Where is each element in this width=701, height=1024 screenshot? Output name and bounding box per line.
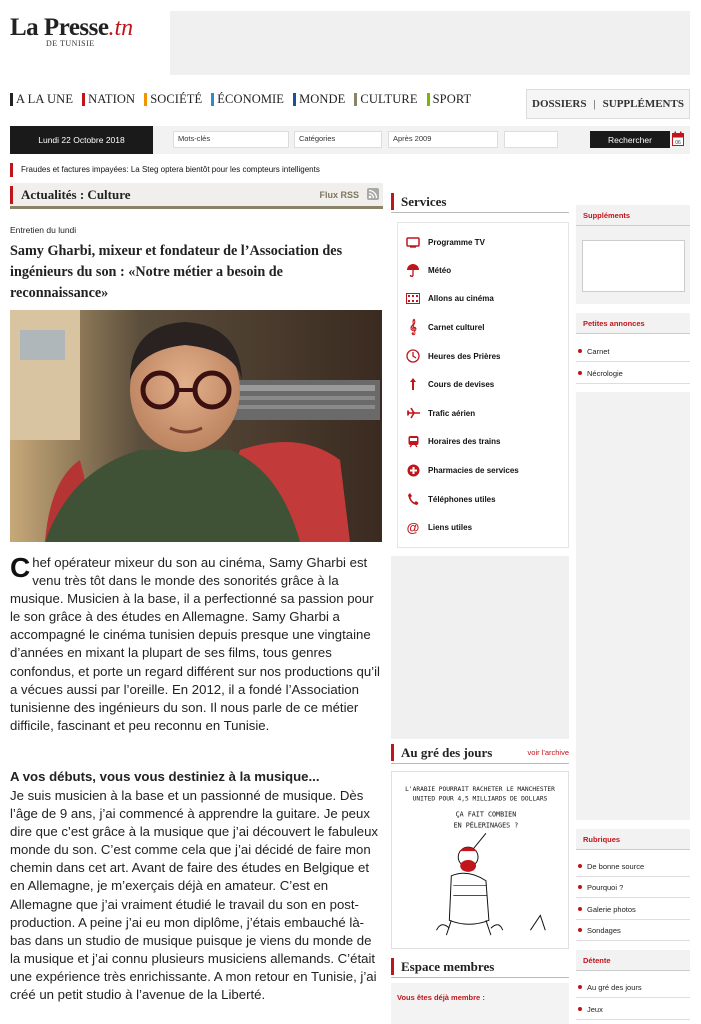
dossiers-box [526,89,690,119]
membres-header [391,956,569,978]
nav-item-sport[interactable] [427,91,472,107]
membres-subtitle: Vous êtes déjà membre : [397,993,485,1002]
detente-label: Au gré des jours [587,983,642,992]
cartoon-speech-line: ÇA FAIT COMBIEN [455,810,517,819]
section-header [10,183,383,209]
au-gre-bar [391,744,394,761]
annonces-header [576,313,690,334]
logo-subtitle: DE TUNISIE [46,39,95,48]
service-label: Allons au cinéma [428,293,494,303]
bullet-icon [578,864,582,868]
service-label: Trafic aérien [428,408,476,418]
supplements-box [576,226,690,304]
supplements-image-slot[interactable] [582,240,685,292]
categories-select[interactable]: Catégories [294,131,382,148]
detente-label: Jeux [587,1005,603,1014]
archive-link[interactable]: voir l'archive [527,748,569,757]
nav-label: MONDE [299,91,346,106]
rubrique-label: Sondages [587,926,621,935]
annonce-carnet[interactable] [576,342,690,362]
nav-label: ÉCONOMIE [217,91,285,106]
services-list [397,222,569,548]
nav-color-bar [82,93,85,106]
annonces-title: Petites annonces [583,319,645,328]
service-telephones[interactable] [404,490,496,508]
bullet-icon [578,907,582,911]
nav-label: CULTURE [360,91,418,106]
detente-title: Détente [583,956,611,965]
bullet-icon [578,985,582,989]
service-carnet-culturel[interactable] [404,318,484,336]
article-lead [10,554,382,735]
pharmacy-icon [404,464,422,477]
clock-icon [404,349,422,363]
services-rule [391,212,569,213]
nav-color-bar [354,93,357,106]
services-bar [391,193,394,210]
nav-color-bar [427,93,430,106]
service-meteo[interactable] [404,261,451,279]
article-kicker: Entretien du lundi [10,225,77,235]
rubriques-title: Rubriques [583,835,621,844]
rubriques-header [576,829,690,850]
interview-question: A vos débuts, vous vous destiniez à la musique... [10,769,320,784]
tv-icon [404,237,422,248]
services-header [391,191,569,213]
service-trafic-aerien[interactable] [404,404,475,422]
bullet-icon [578,349,582,353]
top-banner-ad[interactable] [170,11,690,75]
au-gre-header [391,742,569,764]
nav-item-culture[interactable] [354,91,417,107]
nav-label: A LA UNE [16,91,74,106]
service-programme-tv[interactable] [404,233,485,251]
logo-main-text: La Presse [10,14,109,41]
current-date: Lundi 22 Octobre 2018 [10,126,153,154]
services-title: Services [401,194,447,209]
service-trains[interactable] [404,432,500,450]
service-label: Pharmacies de services [428,465,519,475]
supplements-link[interactable]: SUPPLÉMENTS [602,98,684,110]
interview-answer: Je suis musicien à la base et un passionné de musique. Dès l’âge de 9 ans, j’ai commencé à apprendre la guitare. Je peux dire que c’est grâce à la musique que j’ai découvert le fabuleux monde du son. C’est comme cela que j’ai décidé de faire mon chemin dans cet art. Avant de faire des études en Belgique et en Allemagne, je m’exerçais déjà en amateur. C’est en Allemagne que j’ai vraiment étudié le travail du son en post-production. A peine j’ai eu mon diplôme, j’étais embauché là-bas dans un studio de musique puisque je viens du monde de la musique et j’ai connu plusieurs musiciens allemands. C’était une expérience très enrichissante. A mon retour en Tunisie, j’ai créé un petit studio à l’avenue de la Liberté. [10,788,379,1003]
phone-icon [404,492,422,506]
supplements-header [576,205,690,226]
cartoon-caption-line: UNITED POUR 4,5 MILLIARDS DE DOLLARS [412,795,548,803]
rubrique-galerie-photos[interactable] [576,900,690,920]
music-note-icon: 𝄞 [409,319,417,334]
article-photo [10,310,382,542]
detente-au-gre-des-jours[interactable] [576,978,690,998]
bullet-icon [578,928,582,932]
rubrique-label: Galerie photos [587,905,636,914]
search-button[interactable]: Rechercher [590,131,670,148]
service-label: Heures des Prières [428,351,501,361]
service-pharmacies[interactable] [404,461,519,479]
service-label: Météo [428,265,452,275]
rubrique-de-bonne-source[interactable] [576,857,690,877]
nav-item-societe[interactable] [144,91,202,107]
umbrella-icon [404,263,422,277]
after-date-select[interactable]: Après 2009 [388,131,498,148]
membres-title: Espace membres [401,959,495,974]
keywords-input[interactable]: Mots-clés [173,131,289,148]
film-icon [404,293,422,304]
nav-label: SOCIÉTÉ [150,91,203,106]
search-bar [10,126,690,154]
service-label: Liens utiles [428,522,473,532]
calendar-icon[interactable] [672,131,684,146]
bullet-icon [578,371,582,375]
nav-item-a-la-une[interactable] [10,91,73,107]
cartoon-image[interactable] [391,771,569,949]
nav-label: NATION [88,91,136,106]
section-bar [10,186,13,204]
service-label: Carnet culturel [428,322,485,332]
service-devises[interactable] [404,375,494,393]
ad-space-middle[interactable] [391,556,569,739]
nav-item-nation[interactable] [82,91,135,107]
annonce-label: Nécrologie [587,369,623,378]
service-liens-utiles[interactable] [404,518,472,536]
exchange-icon [404,377,422,391]
site-logo[interactable] [10,14,134,48]
svg-text:06: 06 [675,140,681,146]
supplements-title: Suppléments [583,211,631,220]
rss-link[interactable]: Flux RSS [319,190,359,200]
au-gre-title: Au gré des jours [401,745,493,760]
bullet-icon [578,1007,582,1011]
train-icon [404,435,422,448]
service-cinema[interactable] [404,289,494,307]
membres-box [391,983,569,1024]
rubrique-pourquoi[interactable] [576,878,690,898]
bullet-icon [578,885,582,889]
service-prieres[interactable] [404,347,501,365]
nav-color-bar [144,93,147,106]
right-ad-space[interactable] [576,392,690,820]
rubrique-sondages[interactable] [576,921,690,941]
logo-tn-text: .tn [108,15,134,41]
nav-item-economie[interactable] [211,91,284,107]
detente-jeux[interactable] [576,1000,690,1020]
lead-text: hef opérateur mixeur du son au cinéma, Samy Gharbi est venu très tôt dans le monde des sonorités grâce à la musique. Musicien à la base, il a perfectionné sa passion pour le son grâce à des études en Allemagne. Samy Gharbi a accompagné le cinéma tunisien depuis presque une vingtaine d’années en mixant la plupart de ses films, tous genres confondus, et porte un regard différent sur nos productions qu’il a vécues aussi par l’oreille. En 2012, il a fondé l’Association tunisienne des ingénieurs du son. Il nous parle de ce métier difficile, fascinant et peu reconnu en Tunisie. [10,555,380,733]
annonce-necrologie[interactable] [576,364,690,384]
rubrique-label: De bonne source [587,862,645,871]
main-nav [10,91,480,107]
date-input[interactable] [504,131,558,148]
top-strip [470,0,690,2]
plane-icon [404,407,422,419]
dossiers-separator: | [593,98,596,110]
annonce-label: Carnet [587,347,610,356]
membres-bar [391,958,394,975]
service-label: Téléphones utiles [428,494,496,504]
dossiers-link[interactable]: DOSSIERS [532,98,587,110]
cartoon-caption-line: L'ARABIE POURRAIT RACHETER LE MANCHESTER [405,785,555,793]
drop-cap: C [10,552,31,583]
service-label: Horaires des trains [428,436,501,446]
article-headline[interactable]: Samy Gharbi, mixeur et fondateur de l’Association des ingénieurs du son : «Notre métier a besoin de reconnaissance» [10,243,343,301]
section-title: Actualités : Culture [21,187,131,202]
nav-color-bar [211,93,214,106]
cartoon-speech-line: EN PÉLERINAGES ? [453,821,519,830]
nav-label: SPORT [432,91,472,106]
service-label: Cours de devises [428,379,495,389]
nav-item-monde[interactable] [293,91,345,107]
nav-color-bar [293,93,296,106]
nav-color-bar [10,93,13,106]
service-label: Programme TV [428,237,485,247]
rubrique-label: Pourquoi ? [587,883,624,892]
au-gre-rule [391,763,569,764]
rss-icon[interactable] [367,188,379,200]
membres-rule [391,977,569,978]
detente-header [576,950,690,971]
at-icon: @ [406,519,420,535]
news-ticker[interactable]: Fraudes et factures impayées: La Steg optera bientôt pour les compteurs intelligents [10,163,320,177]
